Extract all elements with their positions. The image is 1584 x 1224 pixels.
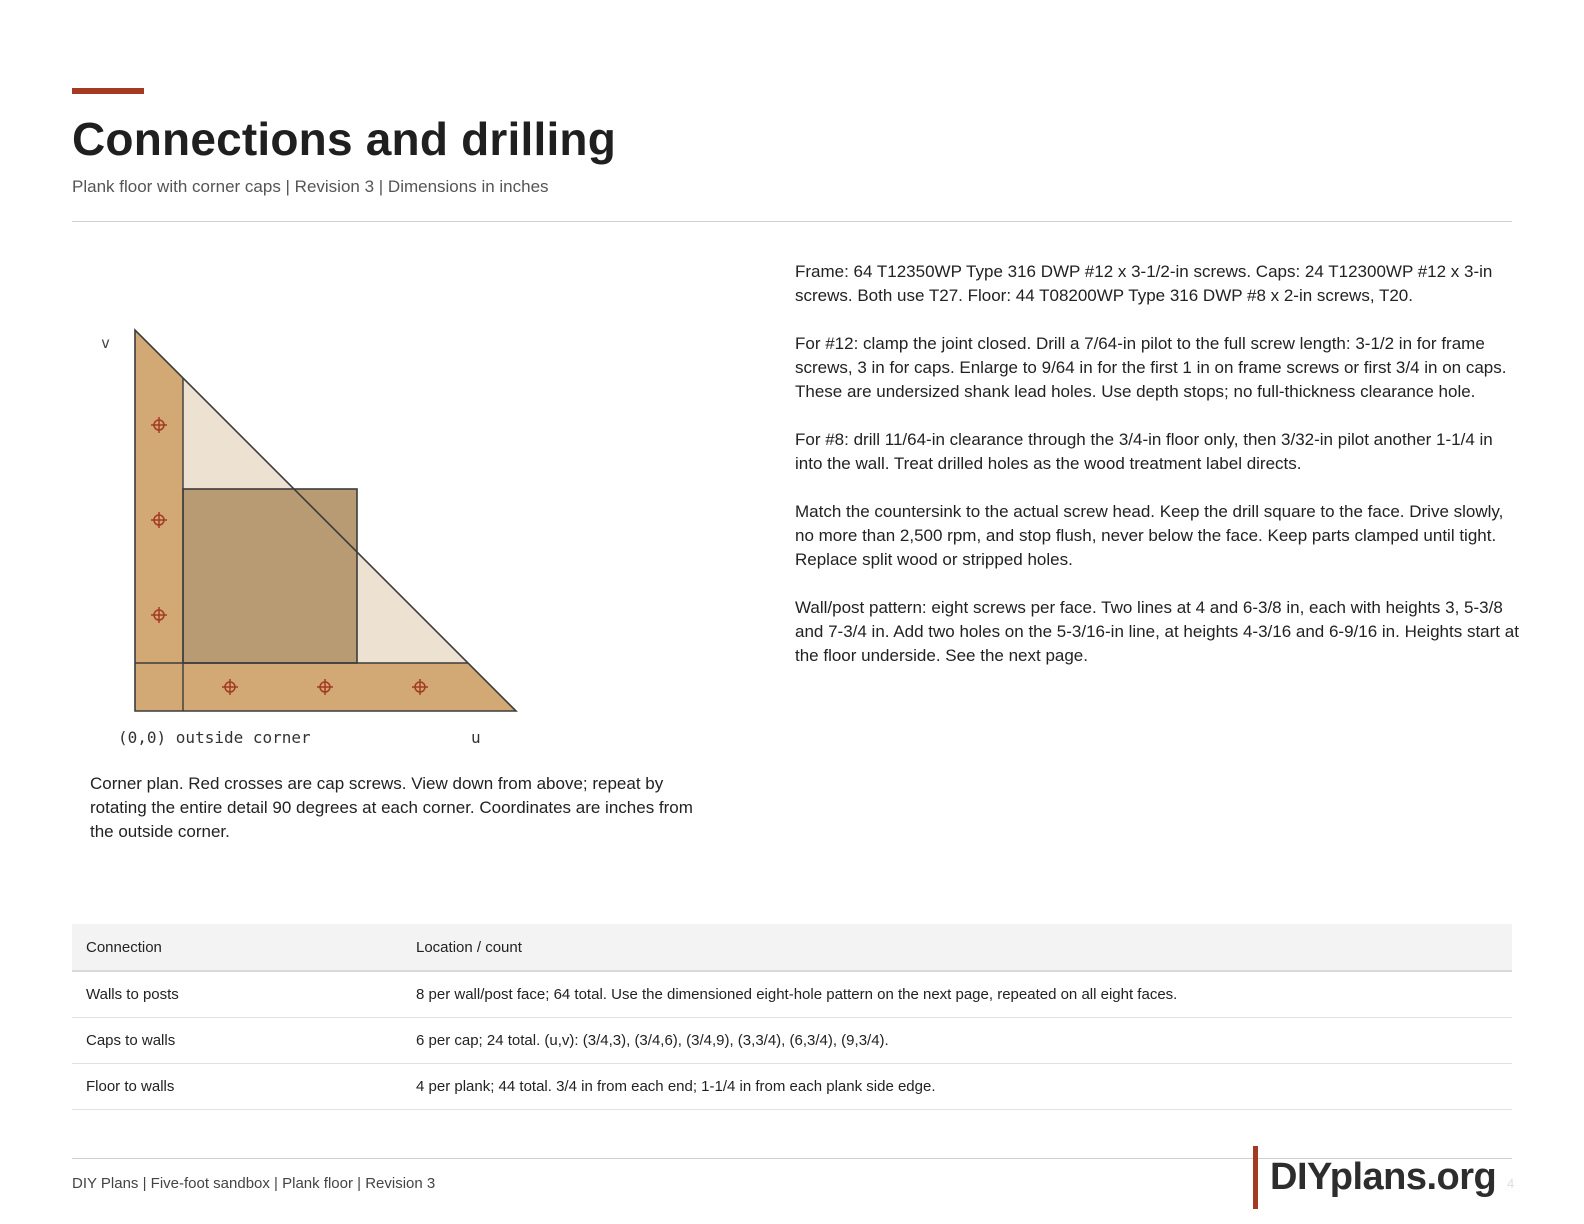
v-axis-label: v: [101, 334, 111, 352]
cell-connection: Caps to walls: [72, 1018, 402, 1064]
table-header-row: [72, 924, 1512, 971]
page-title: Connections and drilling: [72, 113, 617, 165]
cell-location: 8 per wall/post face; 64 total. Use the dimensioned eight-hole pattern on the next page, repeated on all eight faces.: [402, 971, 1512, 1018]
corner-plan-diagram: [80, 315, 540, 765]
note-paragraph: For #8: drill 11/64-in clearance through the 3/4-in floor only, then 3/32-in pilot another 1-1/4 in into the wall. Treat drilled holes as the wood treatment label directs.: [795, 430, 1493, 473]
note-paragraph: Match the countersink to the actual screw head. Keep the drill square to the face. Drive slowly, no more than 2,500 rpm, and stop flush, never below the face. Keep parts clamped until tight. Replace split wood or stripped holes.: [795, 502, 1504, 569]
accent-bar: [72, 88, 144, 94]
origin-label: (0,0) outside corner: [118, 728, 311, 747]
logo-accent-bar: [1253, 1146, 1258, 1209]
connections-table-wrapper: [72, 924, 1512, 1110]
table-row: [72, 971, 1512, 1018]
cell-connection: Floor to walls: [72, 1064, 402, 1110]
diagram-shapes: [135, 330, 516, 711]
diagram-caption: Corner plan. Red crosses are cap screws. View down from above; repeat by rotating the entire detail 90 degrees at each corner. Coordinates are inches from the outside corner.: [90, 774, 693, 841]
page-subtitle: Plank floor with corner caps | Revision 3 | Dimensions in inches: [72, 177, 549, 196]
table-row: [72, 1018, 1512, 1064]
page-number: 4: [1507, 1176, 1515, 1191]
cell-location: 4 per plank; 44 total. 3/4 in from each end; 1-1/4 in from each plank side edge.: [402, 1064, 1512, 1110]
cell-connection: Walls to posts: [72, 971, 402, 1018]
cell-location: 6 per cap; 24 total. (u,v): (3/4,3), (3/4,6), (3/4,9), (3,3/4), (6,3/4), (9,3/4).: [402, 1018, 1512, 1064]
drilling-notes: [795, 260, 1520, 692]
column-header-connection: Connection: [72, 924, 402, 971]
footer-text: DIY Plans | Five-foot sandbox | Plank floor | Revision 3: [72, 1175, 436, 1192]
note-paragraph: Wall/post pattern: eight screws per face. Two lines at 4 and 6-3/8 in, each with heights 3, 5-3/8 and 7-3/4 in. Add two holes on the 5-3/16-in line, at heights 4-3/16 and 6-9/16 in. Heights start at the floor underside. See the next page.: [795, 598, 1519, 665]
connections-table: [72, 924, 1512, 1110]
post-block: [183, 489, 357, 663]
site-logo[interactable]: DIYplans.org: [1270, 1156, 1497, 1198]
header-divider: [72, 221, 1512, 222]
column-header-location: Location / count: [402, 924, 1512, 971]
u-axis-label: u: [471, 728, 481, 747]
note-paragraph: Frame: 64 T12350WP Type 316 DWP #12 x 3-1/2-in screws. Caps: 24 T12300WP #12 x 3-in screws. Both use T27. Floor: 44 T08200WP Type 316 DWP #8 x 2-in screws, T20.: [795, 262, 1493, 305]
table-row: [72, 1064, 1512, 1110]
note-paragraph: For #12: clamp the joint closed. Drill a 7/64-in pilot to the full screw length: 3-1/2 in for frame screws, 3 in for caps. Enlarge to 9/64 in for the first 1 in on frame screws or first 3/4 in on caps. These are undersized shank lead holes. Use depth stops; no full-thickness clearance hole.: [795, 334, 1507, 401]
